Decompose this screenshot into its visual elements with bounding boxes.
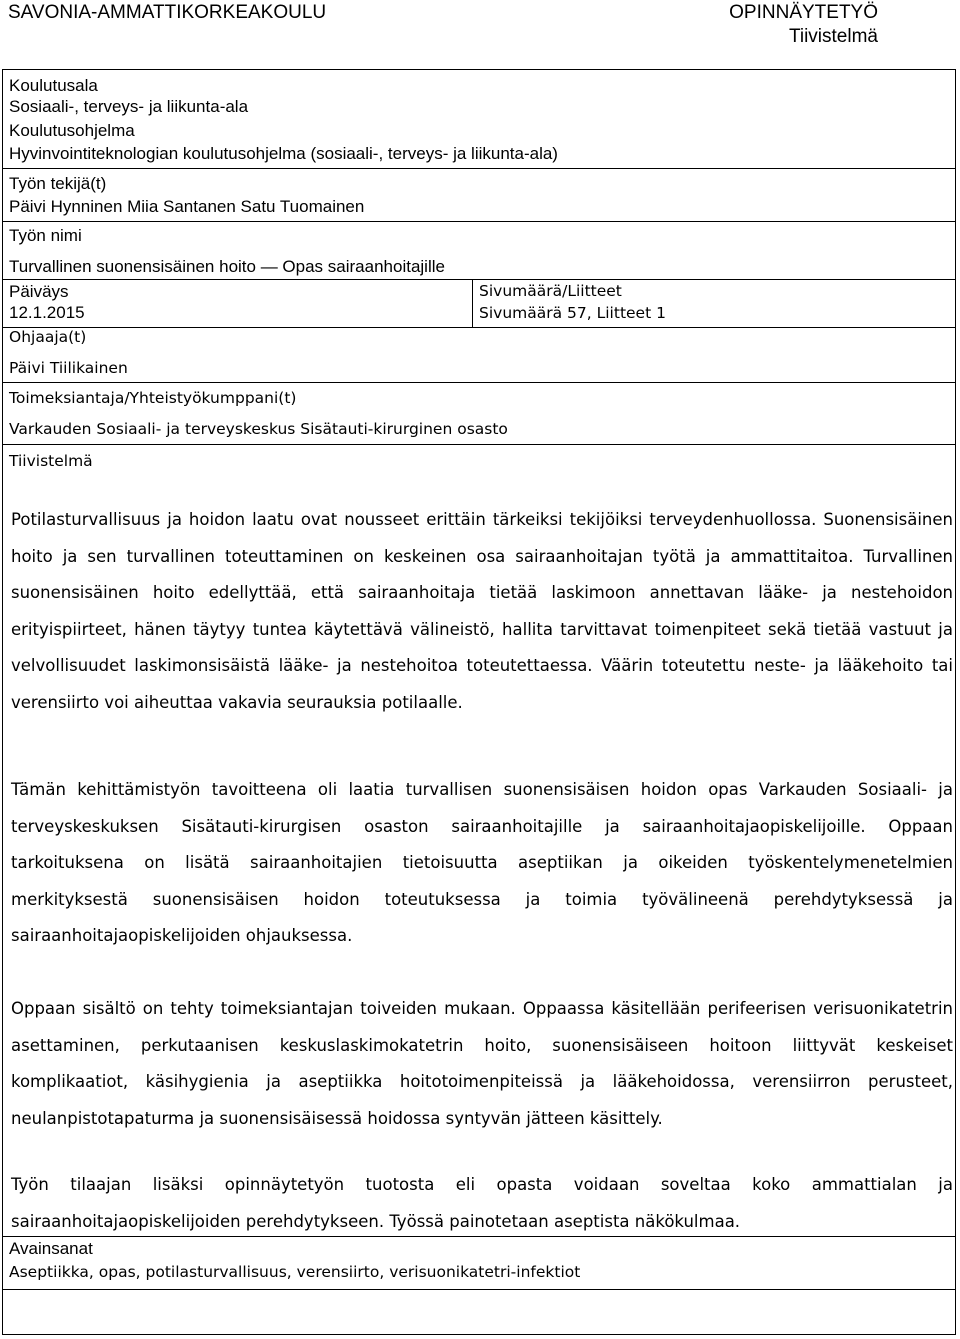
- abstract-form: [2, 69, 956, 1335]
- koulutusohjelma-value: Hyvinvointiteknologian koulutusohjelma (sosiaali-, terveys- ja liikunta-ala): [9, 144, 558, 163]
- toimeksiantaja-label: Toimeksiantaja/Yhteistyökumppani(t): [9, 389, 297, 407]
- document-subtype: Tiivistelmä: [788, 26, 878, 47]
- tekija-value: Päivi Hynninen Miia Santanen Satu Tuomainen: [9, 197, 365, 216]
- abstract-paragraph-4: Työn tilaajan lisäksi opinnäytetyön tuotosta eli opasta voidaan soveltaa koko ammattialan ja sairaanhoitajaopiskelijoiden perehdytykseen. Työssä painotetaan aseptista näkökulmaa.: [11, 1175, 953, 1231]
- divider: [3, 1236, 955, 1237]
- abstract-paragraph-3: Oppaan sisältö on tehty toimeksiantajan toiveiden mukaan. Oppaassa käsitellään perifeerisen verisuonikatetrin asettaminen, perkutaanisen keskuslaskimokatetrin hoito, suonensisäiseen hoitoon liittyvät keskeiset komplikaatiot, käsihygienia ja aseptiikka hoitotoimenpiteissä ja lääkehoidossa, verensiirron perusteet, neulanpistotapaturma ja suonensisäisessä hoidossa syntyvän jätteen käsittely.: [11, 999, 953, 1128]
- sivumaara-label: Sivumäärä/Liitteet: [479, 282, 622, 300]
- toimeksiantaja-value: Varkauden Sosiaali- ja terveyskeskus Sisätauti-kirurginen osasto: [9, 420, 508, 438]
- avainsanat-label: Avainsanat: [9, 1239, 93, 1258]
- school-name: SAVONIA-AMMATTIKORKEAKOULU: [8, 2, 327, 23]
- koulutusala-label: Koulutusala: [9, 76, 98, 95]
- tekija-label: Työn tekijä(t): [9, 174, 107, 193]
- document-type: OPINNÄYTETYÖ: [729, 2, 878, 23]
- divider: [3, 168, 955, 169]
- divider: [3, 382, 955, 383]
- paivays-label: Päiväys: [9, 282, 69, 301]
- divider: [3, 221, 955, 222]
- tiivistelma-label: Tiivistelmä: [9, 452, 93, 470]
- sivumaara-value: Sivumäärä 57, Liitteet 1: [479, 304, 666, 322]
- abstract-paragraph-1: Potilasturvallisuus ja hoidon laatu ovat nousseet erittäin tärkeiksi tekijöiksi terveydenhuollossa. Suonensisäinen hoito ja sen turvallinen toteuttaminen on keskeinen osa sairaanhoitajan työtä ja ammattitaitoa. Turvallinen suonensisäinen hoito edellyttää, että sairaanhoitaja tietää laskimoon annettavan lääke- ja nestehoidon erityispiirteet, hänen täytyy tuntea käytettävä välineistö, hallita tarvittavat toimenpiteet sekä tietää vastuut ja velvollisuudet laskimonsisäistä lääke- ja nestehoitoa toteutettaessa. Väärin toteutettu neste- ja lääkehoito tai verensiirto voi aiheuttaa vakavia seurauksia potilaalle.: [11, 510, 953, 712]
- koulutusala-value: Sosiaali-, terveys- ja liikunta-ala: [9, 97, 249, 116]
- abstract-paragraph-2: Tämän kehittämistyön tavoitteena oli laatia turvallisen suonensisäisen hoidon opas Varkauden Sosiaali- ja terveyskeskuksen Sisätauti-kirurgisen osaston sairaanhoitajille ja sairaanhoitajaopiskelijoille. Oppaan tarkoituksena on lisätä sairaanhoitajien tietoisuutta aseptiikan ja oikeiden työskentelymenetelmien merkityksestä suonensisäisen hoidon toteutuksessa ja toimia työvälineenä perehdytyksessä ja sairaanhoitajaopiskelijoiden ohjauksessa.: [11, 780, 953, 946]
- ohjaaja-label: Ohjaaja(t): [9, 328, 87, 346]
- tyon-nimi-value: Turvallinen suonensisäinen hoito — Opas sairaanhoitajille: [9, 257, 445, 276]
- tyon-nimi-label: Työn nimi: [9, 226, 82, 245]
- avainsanat-value: Aseptiikka, opas, potilasturvallisuus, verensiirto, verisuonikatetri-infektiot: [9, 1263, 581, 1281]
- paivays-value: 12.1.2015: [9, 303, 85, 322]
- column-divider: [472, 279, 473, 327]
- divider: [3, 1289, 955, 1290]
- koulutusohjelma-label: Koulutusohjelma: [9, 121, 135, 140]
- ohjaaja-value: Päivi Tiilikainen: [9, 359, 128, 377]
- divider: [3, 444, 955, 445]
- divider: [3, 327, 955, 328]
